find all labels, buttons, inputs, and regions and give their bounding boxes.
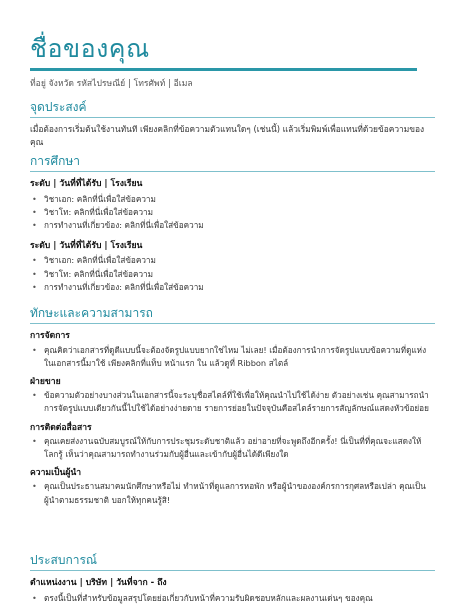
list-item[interactable]: • คุณเป็นประธานสมาคมนักศึกษาหรือไม่ ทำหน้าที่ดูแลการหอพัก หรือผู้นำขององค์กรการกุศลหรือเปล่า คุณเป็นผู้นำตามธรรมชาติ บอกให้ทุกคนรู้สิ! <box>30 480 435 506</box>
skill-group-heading[interactable]: การจัดการ <box>30 331 70 342</box>
contact-line[interactable]: ที่อยู่ จังหวัด รหัสไปรษณีย์ | โทรศัพท์ | อีเมล <box>30 79 193 89</box>
skill-group-heading[interactable]: ฝ่ายขาย <box>30 376 61 387</box>
education-section <box>30 154 435 294</box>
skill-group-list <box>30 480 435 506</box>
section-divider <box>30 323 435 324</box>
skill-group-heading[interactable]: ความเป็นผู้นำ <box>30 468 82 479</box>
resume-name[interactable]: ชื่อของคุณ <box>30 34 150 63</box>
list-item[interactable]: • วิชาเอก: คลิกที่นี่เพื่อใส่ข้อความ <box>30 254 435 267</box>
section-divider <box>30 117 435 118</box>
section-divider <box>30 570 435 571</box>
list-item[interactable]: • คุณคิดว่าเอกสารที่ดูดีแบบนี้จะต้องจัดรูปแบบยากใช่ไหม ไม่เลย! เมื่อต้องการนำการจัดรูปแบบข้อความที่ดูแห่งในเอกสารนี้มาใช้ เพียงคลิกที่แท็บ หน้าแรก ใน แล้วดูที่ Ribbon สไตล์ <box>30 344 435 370</box>
objective-text[interactable]: เมื่อต้องการเริ่มต้นใช้งานทันที เพียงคลิกที่ข้อความตัวแทนใดๆ (เช่นนี้) แล้วเริ่มพิมพ์เพื่อแทนที่ด้วยข้อความของคุณ <box>30 124 425 147</box>
list-item[interactable]: • วิชาโท: คลิกที่นี่เพื่อใส่ข้อความ <box>30 206 435 219</box>
objective-section <box>30 100 435 148</box>
skill-group-list <box>30 389 435 415</box>
name-divider <box>30 68 417 71</box>
skill-group-heading[interactable]: การติดต่อสื่อสาร <box>30 422 92 433</box>
education-heading[interactable]: การศึกษา <box>30 154 80 168</box>
experience-heading[interactable]: ประสบการณ์ <box>30 553 98 567</box>
list-item[interactable]: • วิชาเอก: คลิกที่นี่เพื่อใส่ข้อความ <box>30 193 435 206</box>
experience-entry-heading[interactable]: ตำแหน่งงาน | บริษัท | วันที่จาก - ถึง <box>30 578 167 589</box>
list-item[interactable]: • การทำงานที่เกี่ยวข้อง: คลิกที่นี่เพื่อใส่ข้อความ <box>30 281 435 294</box>
education-entry-heading[interactable]: ระดับ | วันที่ที่ได้รับ | โรงเรียน <box>30 179 143 190</box>
skill-group-list <box>30 435 435 461</box>
skill-group-list <box>30 344 435 370</box>
skills-section <box>30 306 435 507</box>
list-item[interactable]: • วิชาโท: คลิกที่นี่เพื่อใส่ข้อความ <box>30 268 435 281</box>
objective-heading[interactable]: จุดประสงค์ <box>30 100 87 114</box>
list-item[interactable]: • คุณเคยส่งงานฉบับสมบูรณ์ให้กับการประชุมระดับชาติแล้ว อย่าอายที่จะพูดถึงอีกครั้ง! นี่เป็นที่ที่คุณจะแสดงให้โลกรู้ เห็นว่าคุณสามารถทำงานร่วมกับผู้อื่นและเข้ากับผู้อื่นได้ดีเพียงใด <box>30 435 435 461</box>
education-entry-heading[interactable]: ระดับ | วันที่ที่ได้รับ | โรงเรียน <box>30 241 143 252</box>
experience-entry-list <box>30 592 435 605</box>
skills-heading[interactable]: ทักษะและความสามารถ <box>30 306 153 320</box>
education-entry-list <box>30 193 435 232</box>
experience-section <box>30 553 435 605</box>
education-entry-list <box>30 254 435 293</box>
section-divider <box>30 171 435 172</box>
list-item[interactable]: • การทำงานที่เกี่ยวข้อง: คลิกที่นี่เพื่อใส่ข้อความ <box>30 219 435 232</box>
list-item[interactable]: • ตรงนี้เป็นที่สำหรับข้อมูลสรุปโดยย่อเกี่ยวกับหน้าที่ความรับผิดชอบหลักและผลงานเด่นๆ ของคุณ <box>30 592 435 605</box>
list-item[interactable]: • ข้อความตัวอย่างบางส่วนในเอกสารนี้จะระบุชื่อสไตล์ที่ใช้เพื่อให้คุณนำไปใช้ได้ง่าย ตัวอย่างเช่น คุณสามารถนำการจัดรูปแบบเดียวกันนี้ไปใช้ได้อย่างง่ายดาย รายการย่อยในปัจจุบันคือสไตล์รายการสัญลักษณ์แสดงหัวข้อย่อย <box>30 389 435 415</box>
